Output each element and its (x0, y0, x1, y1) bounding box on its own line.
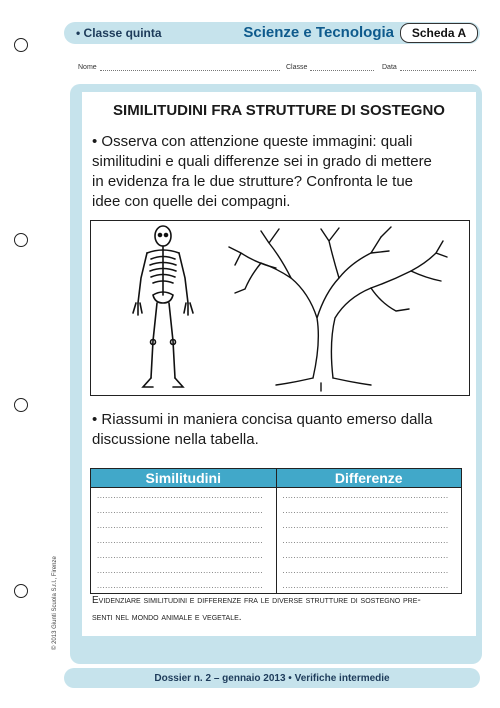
teacher-note-line: Evidenziare similitudini e differenze fra le diverse strutture di sostegno pre- (92, 595, 421, 606)
teacher-note-line: senti nel mondo animale e vegetale. (92, 612, 242, 623)
answer-cell[interactable]: ............................................................. (91, 578, 277, 594)
skeleton-illustration (113, 223, 213, 393)
table-row (91, 548, 462, 563)
binder-hole (14, 584, 28, 598)
answer-cell[interactable]: ............................................................. (276, 533, 462, 548)
answer-cell[interactable]: ............................................................. (276, 518, 462, 533)
data-label: Data (382, 64, 397, 71)
nome-field[interactable] (100, 70, 280, 71)
header-bar (64, 22, 480, 44)
table-row (91, 503, 462, 518)
table-header-row (91, 469, 462, 488)
column-header-differenze: Differenze (276, 469, 462, 488)
class-label: • Classe quinta (76, 26, 162, 40)
comparison-table (90, 468, 462, 594)
answer-cell[interactable]: ............................................................. (276, 563, 462, 578)
instruction-2 (92, 410, 470, 450)
binder-hole (14, 233, 28, 247)
answer-cell[interactable]: ............................................................. (276, 548, 462, 563)
tree-illustration (221, 223, 451, 393)
answer-cell[interactable]: ............................................................. (91, 533, 277, 548)
copyright-text: © 2013 Giunti Scuola S.r.l., Firenze (52, 556, 58, 650)
exercise-content (82, 92, 476, 636)
worksheet-badge: Scheda A (400, 23, 478, 43)
instruction-1-line: similitudini e quali differenze sei in grado di mettere (92, 153, 432, 170)
answer-cell[interactable]: ............................................................. (276, 578, 462, 594)
answer-cell[interactable]: ............................................................. (91, 503, 277, 518)
binder-hole (14, 398, 28, 412)
classe-label: Classe (286, 64, 308, 71)
subject-title: Scienze e Tecnologia (243, 24, 394, 41)
instruction-1-line: in evidenza fra le due strutture? Confronta le tue (92, 173, 414, 190)
instruction-2-line: discussione nella tabella. (92, 431, 259, 448)
answer-cell[interactable]: ............................................................. (91, 488, 277, 504)
footer-text: Dossier n. 2 – gennaio 2013 • Verifiche intermedie (154, 673, 390, 684)
answer-cell[interactable]: ............................................................. (276, 503, 462, 518)
data-field[interactable] (400, 70, 476, 71)
binder-hole (14, 38, 28, 52)
footer-bar (64, 668, 480, 688)
answer-cell[interactable]: ............................................................. (91, 563, 277, 578)
nome-label: Nome (78, 64, 97, 71)
instruction-1-line: • Osserva con attenzione queste immagini: quali (92, 133, 413, 150)
instruction-1-line: idee con quelle dei compagni. (92, 193, 291, 210)
answer-cell[interactable]: ............................................................. (91, 548, 277, 563)
table-row (91, 533, 462, 548)
answer-cell[interactable]: ............................................................. (276, 488, 462, 504)
teacher-note (92, 592, 472, 626)
column-header-similitudini: Similitudini (91, 469, 277, 488)
comparison-image-box (90, 220, 470, 396)
answer-cell[interactable]: ............................................................. (91, 518, 277, 533)
classe-field[interactable] (310, 70, 374, 71)
instruction-2-line: • Riassumi in maniera concisa quanto emerso dalla (92, 411, 433, 428)
exercise-title: SIMILITUDINI FRA STRUTTURE DI SOSTEGNO (113, 102, 445, 119)
table-row (91, 563, 462, 578)
table-row (91, 488, 462, 504)
student-info-fields (78, 62, 478, 76)
table-row (91, 518, 462, 533)
instruction-1 (92, 132, 470, 212)
